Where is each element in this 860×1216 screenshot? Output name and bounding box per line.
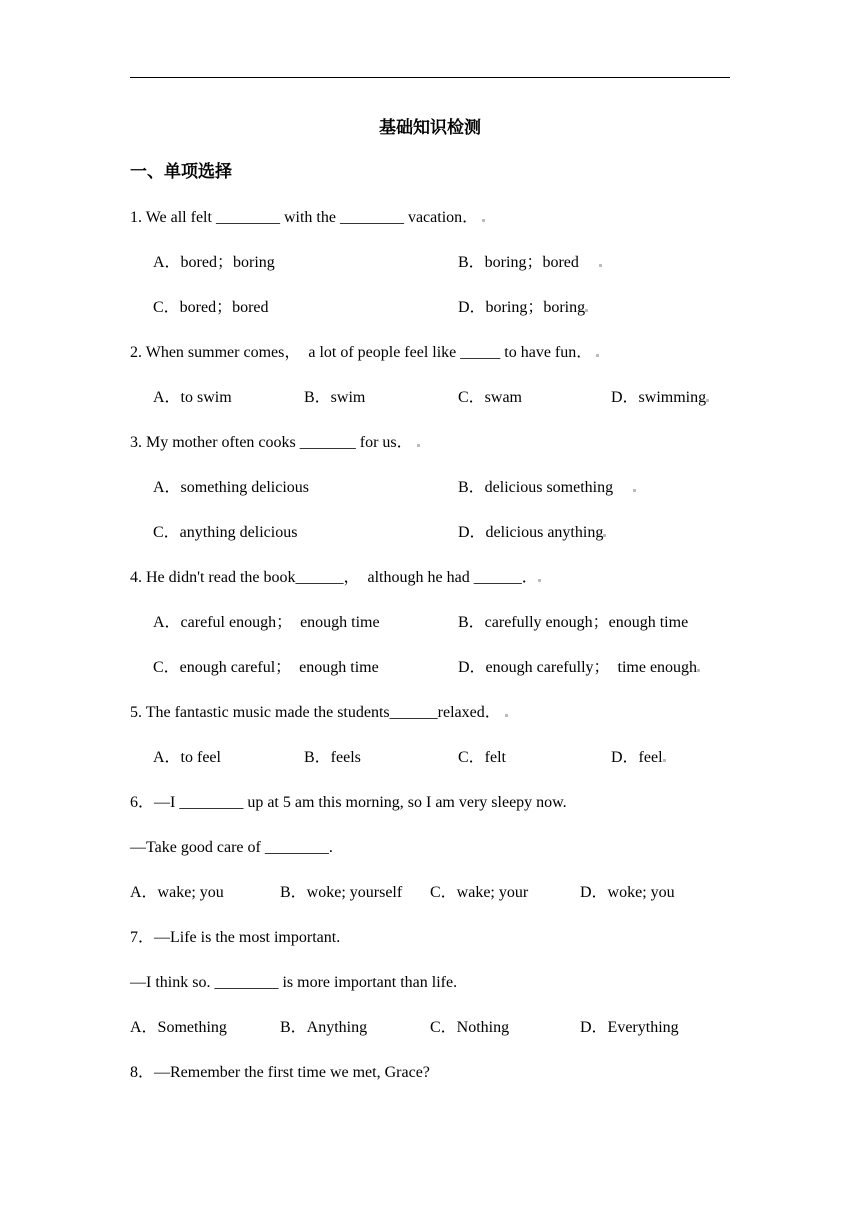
question-6-option-a: A．wake; you (130, 884, 224, 901)
question-6-option-b: B．woke; yourself (280, 884, 403, 901)
question-1-option-b: B．boring；bored (458, 252, 602, 274)
question-5-option-d: D．feel (611, 747, 666, 769)
question-6-option-d: D．woke; you (580, 884, 675, 901)
section-heading: 一、单项选择 (130, 162, 232, 182)
question-2-option-d: D．swimming (611, 387, 709, 409)
question-1-option-d: D．boring；boring (458, 297, 588, 319)
question-8-stem: 8．—Remember the first time we met, Grace? (130, 1064, 430, 1081)
question-7-option-c: C．Nothing (430, 1019, 510, 1036)
header-rule (130, 77, 730, 78)
question-7-reply: —I think so. ________ is more important than life. (130, 974, 458, 991)
question-3-option-a: A．something delicious (153, 479, 309, 496)
question-3-option-b: B．delicious something (458, 477, 636, 499)
question-1-option-a: A．bored；boring (153, 254, 275, 271)
question-4-option-d: D．enough carefully； time enough (458, 657, 700, 679)
question-7-option-b: B．Anything (280, 1019, 368, 1036)
question-6-stem: 6．—I ________ up at 5 am this morning, so I am very sleepy now. (130, 794, 567, 811)
question-7-stem: 7．—Life is the most important. (130, 929, 341, 946)
question-7-option-d: D．Everything (580, 1019, 679, 1036)
question-3-option-c: C．anything delicious (153, 524, 298, 541)
question-4-option-c: C．enough careful； enough time (153, 659, 379, 676)
question-5-option-c: C．felt (458, 749, 506, 766)
question-4-option-b: B．carefully enough；enough time (458, 614, 689, 631)
question-7-option-a: A．Something (130, 1019, 227, 1036)
question-5-option-b: B．feels (304, 749, 361, 766)
question-2-option-a: A．to swim (153, 389, 232, 406)
question-2-stem: 2. When summer comes， a lot of people feel like _____ to have fun． (130, 342, 599, 364)
question-1-option-c: C．bored；bored (153, 299, 269, 316)
question-2-option-c: C．swam (458, 389, 523, 406)
question-4-stem: 4. He didn't read the book______， although he had ______． (130, 567, 541, 589)
question-3-option-d: D．delicious anything (458, 522, 606, 544)
question-4-option-a: A．careful enough； enough time (153, 614, 380, 631)
question-3-stem: 3. My mother often cooks _______ for us． (130, 432, 420, 454)
question-6-reply: —Take good care of ________. (130, 839, 333, 856)
question-5-stem: 5. The fantastic music made the students______relaxed． (130, 702, 508, 724)
page-title: 基础知识检测 (379, 118, 481, 138)
question-5-option-a: A．to feel (153, 749, 221, 766)
question-2-option-b: B．swim (304, 389, 366, 406)
question-6-option-c: C．wake; your (430, 884, 529, 901)
question-1-stem: 1. We all felt ________ with the ________ vacation． (130, 207, 485, 229)
